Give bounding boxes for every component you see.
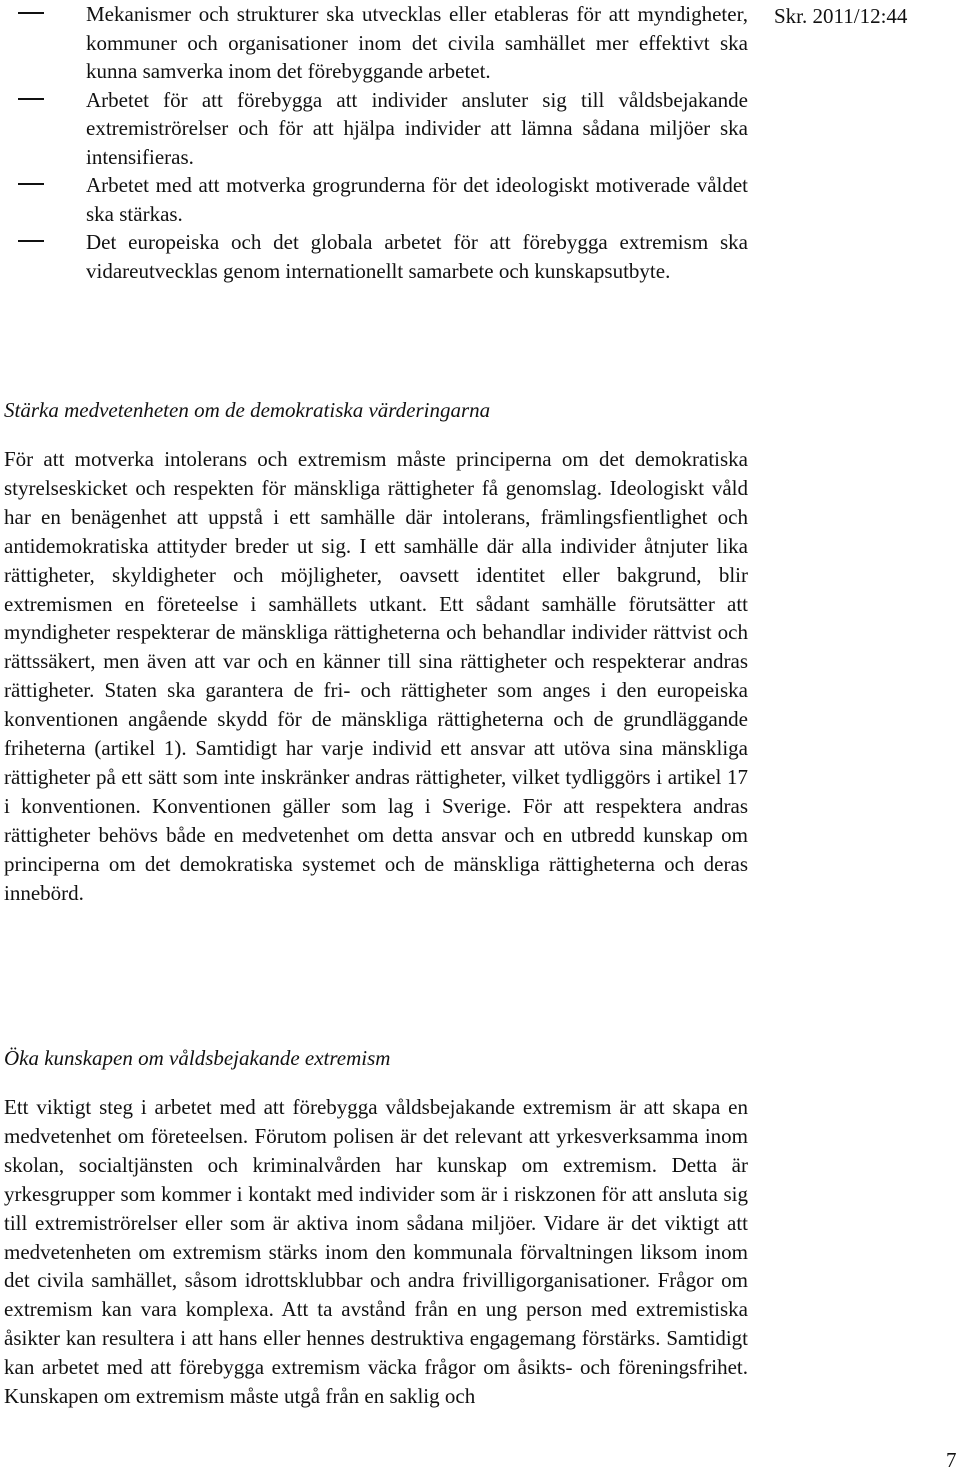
section-heading: Stärka medvetenheten om de demokratiska värderingarna: [4, 398, 491, 422]
section-paragraph: Ett viktigt steg i arbetet med att förebygga våldsbejakande extremism är att skapa en medvetenhet om företeelsen. Förutom polisen är det relevant att yrkesverksamma inom skolan, socialtjänsten och kriminalvården har kunskap om extremism. Detta är yrkesgrupper som kommer i kontakt med individer som är i riskzonen för att ansluta sig till extremiströrelser eller som är aktiva inom sådana miljöer. Vidare är det viktigt att medvetenheten om extremism stärks inom den kommunala förvaltningen liksom inom det civila samhället, såsom idrottsklubbar och andra frivilligorganisationer. Frågor om extremism kan vara komplexa. Att ta avstånd från en ung person med extremistiska åsikter kan resultera i att hans eller hennes destruktiva engagemang förstärks. Samtidigt kan arbetet med att förebygga extremism väcka frågor om åsikts- och föreningsfrihet. Kunskapen om extremism måste utgå från en saklig och: [4, 1095, 748, 1409]
section-heading: Öka kunskapen om våldsbejakande extremism: [4, 1046, 391, 1070]
bullet-text: Mekanismer och strukturer ska utvecklas eller etableras för att myndigheter, kommuner och organisationer inom det civila samhället mer effektivt ska kunna samverka inom det förebyggande arbetet.: [86, 2, 748, 83]
bullet-item: [10, 228, 748, 285]
page-number: 7: [946, 1448, 957, 1472]
document-reference: Skr. 2011/12:44: [774, 4, 908, 28]
dash-bullet-icon: [18, 12, 44, 14]
bullet-item: [10, 86, 748, 172]
bullet-item: [10, 171, 748, 228]
bullet-item: [10, 0, 748, 86]
dash-bullet-icon: [18, 98, 44, 100]
section-paragraph: För att motverka intolerans och extremism måste principerna om det demokratiska styrelseskicket och respekten för mänskliga rättigheter få genomslag. Ideologiskt våld har en benägenhet att uppstå i ett samhälle där intolerans, främlingsfientlighet och antidemokratiska attityder breder ut sig. I ett samhälle där alla individer åtnjuter lika rättigheter, skyldigheter och möjligheter, oavsett identitet eller bakgrund, blir extremismen en företeelse i samhällets utkant. Ett sådant samhälle förutsätter att myndigheter respekterar de mänskliga rättigheterna och behandlar individer rättvist och rättssäkert, men även att var och en känner till sina rättigheter och respekterar andras rättigheter. Staten ska garantera de fri- och rättigheter som anges i den europeiska konventionen angående skydd för de mänskliga rättigheterna och de grundläggande friheterna (artikel 1). Samtidigt har varje individ ett ansvar att utöva sina mänskliga rättigheter på ett sätt som inte inskränker andras rättigheter, vilket tydliggörs i artikel 17 i konventionen. Konventionen gäller som lag i Sverige. För att respektera andras rättigheter behövs både en medvetenhet om detta ansvar och en utbredd kunskap om principerna om det demokratiska systemet och de mänskliga rättigheterna och deras innebörd.: [4, 447, 748, 905]
bullet-text: Arbetet med att motverka grogrunderna för det ideologiskt motiverade våldet ska stärkas.: [86, 173, 748, 226]
bullet-text: Arbetet för att förebygga att individer ansluter sig till våldsbejakande extremiströrelser och för att hjälpa individer att lämna sådana miljöer ska intensifieras.: [86, 87, 748, 169]
dash-bullet-icon: [18, 240, 44, 242]
section-knowledge-extremism: [4, 1044, 748, 1411]
dash-bullet-icon: [18, 183, 44, 185]
bullet-list: [10, 0, 748, 285]
bullet-text: Det europeiska och det globala arbetet för att förebygga extremism ska vidareutvecklas genom internationellt samarbete och kunskapsutbyte.: [86, 230, 748, 283]
section-democratic-values: [4, 396, 748, 908]
